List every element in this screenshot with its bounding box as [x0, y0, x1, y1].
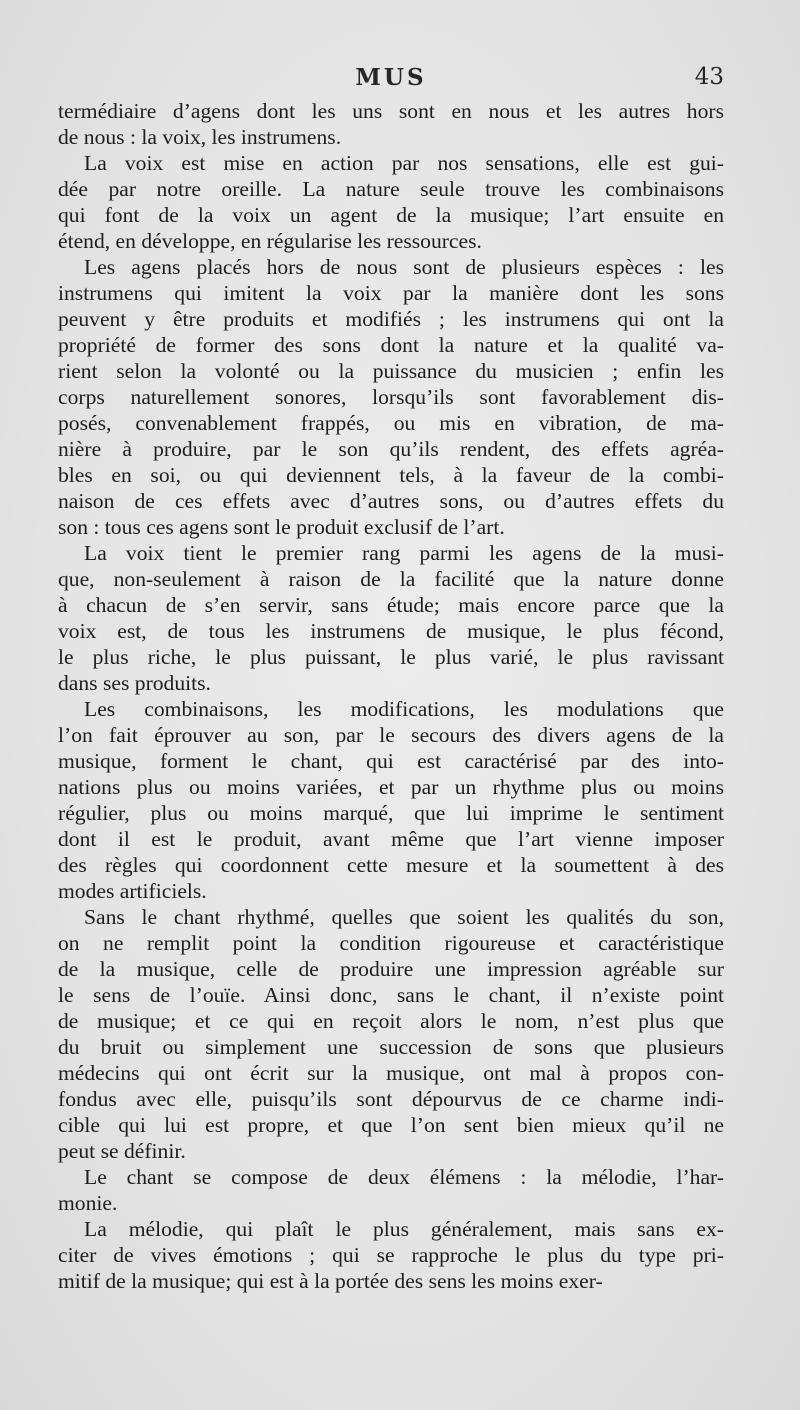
text-line: citer de vives émotions ; qui se rapproche le plus du type pri-	[58, 1243, 724, 1267]
text-line: Les agens placés hors de nous sont de plusieurs espèces : les	[84, 255, 724, 279]
text-line: Le chant se compose de deux élémens : la mélodie, l’har-	[84, 1165, 724, 1189]
text-line: Sans le chant rhythmé, quelles que soient les qualités du son,	[84, 905, 724, 929]
text-line: Les combinaisons, les modifications, les modulations que	[84, 697, 724, 721]
text-line: voix est, de tous les instrumens de musique, le plus fécond,	[58, 619, 724, 643]
text-line: que, non-seulement à raison de la facilité que la nature donne	[58, 567, 724, 591]
text-line: rient selon la volonté ou la puissance du musicien ; enfin les	[58, 359, 724, 383]
text-line: corps naturellement sonores, lorsqu’ils sont favorablement dis-	[58, 385, 724, 409]
text-line: termédiaire d’agens dont les uns sont en nous et les autres hors	[58, 99, 724, 123]
text-line: étend, en développe, en régularise les ressources.	[58, 229, 482, 253]
text-line: peut se définir.	[58, 1139, 186, 1163]
text-line: dont il est le produit, avant même que l’art vienne imposer	[58, 827, 724, 851]
text-line: cible qui lui est propre, et que l’on sent bien mieux qu’il ne	[58, 1113, 724, 1137]
text-line: de la musique, celle de produire une impression agréable sur	[58, 957, 724, 981]
text-line: de musique; et ce qui en reçoit alors le nom, n’est plus que	[58, 1009, 724, 1033]
text-line: posés, convenablement frappés, ou mis en vibration, de ma-	[58, 411, 724, 435]
text-line: nations plus ou moins variées, et par un rhythme plus ou moins	[58, 775, 724, 799]
text-line: propriété de former des sons dont la nature et la qualité va-	[58, 333, 724, 357]
paragraph	[58, 540, 724, 696]
page-header	[58, 62, 724, 98]
page-number: 43	[694, 64, 724, 90]
text-line: mitif de la musique; qui est à la portée des sens les moins exer-	[58, 1269, 603, 1293]
text-line: l’on fait éprouver au son, par le secours des divers agens de la	[58, 723, 724, 747]
text-line: monie.	[58, 1191, 118, 1215]
text-line: médecins qui ont écrit sur la musique, ont mal à propos con-	[58, 1061, 724, 1085]
text-line: instrumens qui imitent la voix par la manière dont les sons	[58, 281, 724, 305]
text-line: musique, forment le chant, qui est caractérisé par des into-	[58, 749, 724, 773]
paragraph	[58, 254, 724, 540]
text-line: qui font de la voix un agent de la musique; l’art ensuite en	[58, 203, 724, 227]
text-line: modes artificiels.	[58, 879, 207, 903]
paragraph	[58, 904, 724, 1164]
paragraph	[58, 98, 724, 150]
paragraph	[58, 696, 724, 904]
body-text	[58, 98, 724, 1294]
text-line: régulier, plus ou moins marqué, que lui imprime le sentiment	[58, 801, 724, 825]
text-line: à chacun de s’en servir, sans étude; mais encore parce que la	[58, 593, 724, 617]
text-line: peuvent y être produits et modifiés ; les instrumens qui ont la	[58, 307, 724, 331]
text-line: La voix est mise en action par nos sensations, elle est gui-	[84, 151, 724, 175]
text-line: bles en soi, ou qui deviennent tels, à la faveur de la combi-	[58, 463, 724, 487]
text-line: nière à produire, par le son qu’ils rendent, des effets agréa-	[58, 437, 724, 461]
text-line: dans ses produits.	[58, 671, 211, 695]
text-line: naison de ces effets avec d’autres sons, ou d’autres effets du	[58, 489, 724, 513]
text-line: on ne remplit point la condition rigoureuse et caractéristique	[58, 931, 724, 955]
text-line: La voix tient le premier rang parmi les agens de la musi-	[84, 541, 724, 565]
paragraph	[58, 1216, 724, 1294]
text-line: de nous : la voix, les instrumens.	[58, 125, 342, 149]
text-line: dée par notre oreille. La nature seule trouve les combinaisons	[58, 177, 724, 201]
paragraph	[58, 150, 724, 254]
book-page	[58, 62, 724, 1294]
text-line: le sens de l’ouïe. Ainsi donc, sans le chant, il n’existe point	[58, 983, 724, 1007]
text-line: son : tous ces agens sont le produit exclusif de l’art.	[58, 515, 505, 539]
running-head: MUS	[355, 64, 427, 91]
text-line: des règles qui coordonnent cette mesure et la soumettent à des	[58, 853, 724, 877]
text-line: fondus avec elle, puisqu’ils sont dépourvus de ce charme indi-	[58, 1087, 724, 1111]
paragraph	[58, 1164, 724, 1216]
text-line: du bruit ou simplement une succession de sons que plusieurs	[58, 1035, 724, 1059]
text-line: La mélodie, qui plaît le plus généralement, mais sans ex-	[84, 1217, 724, 1241]
text-line: le plus riche, le plus puissant, le plus varié, le plus ravissant	[58, 645, 724, 669]
